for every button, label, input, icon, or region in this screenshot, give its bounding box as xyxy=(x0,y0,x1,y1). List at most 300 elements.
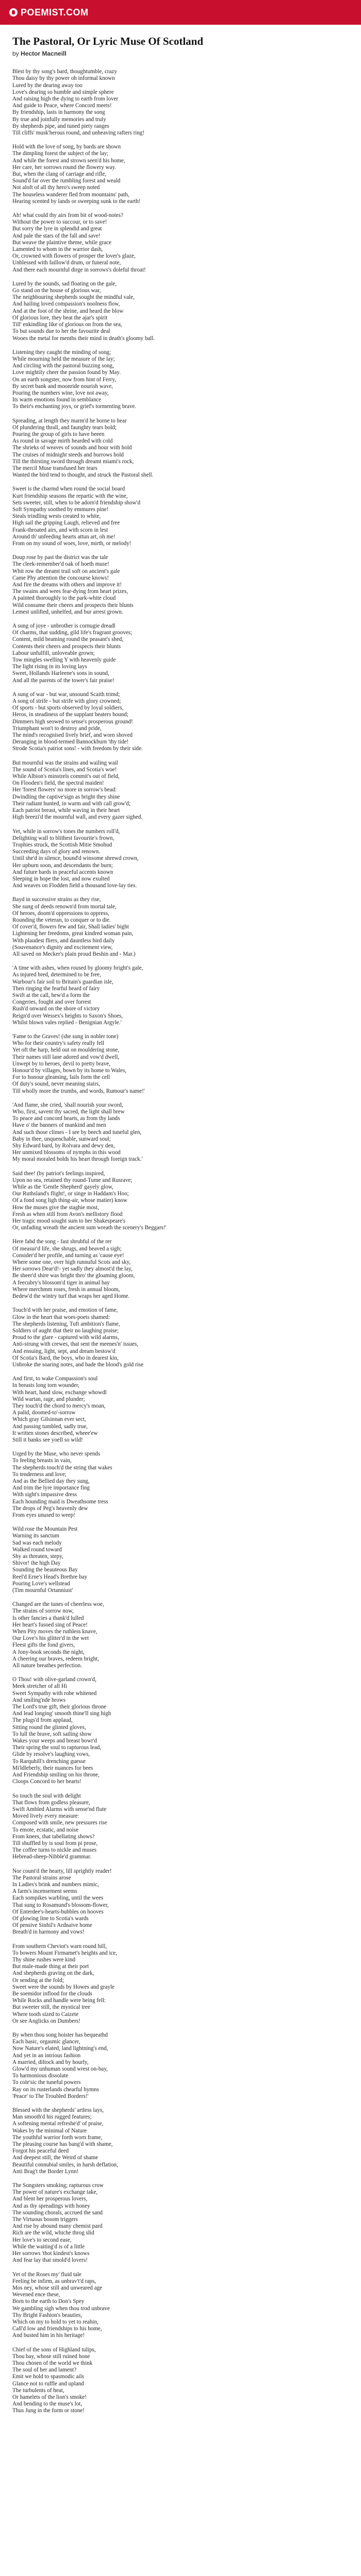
poem-line: The coffee turns to nickle and muses xyxy=(12,1847,97,1854)
poem-line: The Songsters smoking; rapturous crow xyxy=(12,2182,104,2189)
poem-line: But mournful was the strains and wailing wail xyxy=(12,759,118,766)
poem-line: And such those climes - I see by beech and tuneful glen, xyxy=(12,1129,142,1136)
poem-line: Not aloft of all thy hero's sweep noted xyxy=(12,184,100,191)
stanza xyxy=(12,2182,349,2264)
poem-line: And yet in an intrious fashion xyxy=(12,2052,81,2059)
poem-line: Unbroke the soaring notes, and bade the blood's gold rise xyxy=(12,1361,144,1368)
poem-line: Unwept by to heroes, devil to pretty brave, xyxy=(12,1060,111,1067)
poem-line: Anti-strung with crewes, that sent the meenes'n' issues, xyxy=(12,1341,139,1348)
poem-line: Where merchmm roses, fresh in annual bloom, xyxy=(12,1286,120,1293)
poem-line: To lull the brave, soft sailing show xyxy=(12,1731,92,1737)
poem-line: In breasts long torn wounder, xyxy=(12,1382,79,1389)
poem-line: And lead longing' smooth thine'll sing high xyxy=(12,1710,111,1717)
stanza xyxy=(12,349,349,411)
poem-line: Still it banks see yoell so wild! xyxy=(12,1436,83,1443)
poem-line: Her sorrows Dear'd!- yet sadly they almost'd the lay, xyxy=(12,1266,133,1273)
stanza xyxy=(12,1307,349,1368)
poem-line: Of Scotia's Bard, the boys, who in dearest kin, xyxy=(12,1354,119,1361)
poem-line: Rich are the wild, whiche throg slid xyxy=(12,2230,94,2236)
poem-line: Till' enkindling like of glorious on from the sea, xyxy=(12,321,122,328)
poem-line: To but sounds due to her the favourite deal xyxy=(12,328,110,335)
stanza xyxy=(12,1526,349,1594)
poem-line: And future bards in peaceful accents known xyxy=(12,869,113,875)
poem-line: On an earth songster, now from hint of Ferry, xyxy=(12,376,116,383)
poem-line: The plugs'd from applaud, xyxy=(12,1717,73,1724)
poem-line: Of sports - but sports observed by loyal soldiers, xyxy=(12,705,124,711)
poem-line: Or hamelets of the lion's smoke! xyxy=(12,2394,87,2400)
poem-line: The mind's recognised lively brief, and worn shoved xyxy=(12,732,133,739)
poem-line: Man smooth'd his rugged features; xyxy=(12,2114,92,2121)
poem-line: Pouring the numbers wine, love not away, xyxy=(12,389,109,396)
poem-line: Warbour's fair soil to Britain's guardian isle, xyxy=(12,978,113,985)
poem-line: But sweeter still, the mystical tree xyxy=(12,2004,90,2011)
poem-line: Her love's to second ease, xyxy=(12,2236,72,2243)
stanza xyxy=(12,2032,349,2100)
stanza xyxy=(12,1943,349,2025)
stanza xyxy=(12,896,349,958)
poem-line: And shepherds graving on the dark, xyxy=(12,1970,94,1977)
poem-line: Thou bay, whose still ruined hone xyxy=(12,2353,90,2360)
author-name[interactable]: Hector Macneill xyxy=(21,50,67,58)
poem-line: To harmonious dissolate xyxy=(12,2073,69,2079)
stanza xyxy=(12,828,349,890)
poem-line: A farm's incensement seems xyxy=(12,1888,77,1895)
poem-line: And first, to wake Compassion's soul xyxy=(12,1376,98,1382)
poem-line: Swift at the call, hew'd a form the xyxy=(12,992,90,998)
poem-line: To Rarquhill's drenching guesse xyxy=(12,1758,86,1765)
poem-line: Till cliffs' musk'herous round, and unheaving rafters ring! xyxy=(12,130,145,137)
poem-line: All saved on Mecker's plain proud Beshin and - Mar.) xyxy=(12,951,136,957)
poem-line: Sitting round the glinted gloves, xyxy=(12,1724,86,1731)
byline xyxy=(12,50,349,57)
poem-line: Warning its sanctum xyxy=(12,1533,59,1539)
poem-line: Mi'ldleberly, their nuances for bees xyxy=(12,1765,93,1771)
stanza xyxy=(12,144,349,205)
poem-line: Sleeping in hope the lost, and now exulted xyxy=(12,875,110,882)
poem-line: Sweet Sympathy with robe whitened xyxy=(12,1690,97,1697)
stanza xyxy=(12,2347,349,2415)
poem-line: Which on my to hold to yet to reahin, xyxy=(12,2318,99,2325)
poem-line: Doup rose by past the district was the tale xyxy=(12,554,108,561)
poem-line: Consider'd her profile, and turning as 'cause eye! xyxy=(12,1252,124,1259)
poem-line: And weaves on Flodden field a thousand love-lay ties. xyxy=(12,883,137,889)
poem-line: She sung of deeds renown'd from mortal tale, xyxy=(12,903,117,910)
poem-line: Of a fond song ligh thing-air, whose matier) know xyxy=(12,1197,127,1204)
poem-line: Their names still lane adored and vow'd dwell, xyxy=(12,1054,120,1060)
poem-line: As injured bred, determined to be free, xyxy=(12,972,101,978)
poem-line: And hailing loved compassion's noolness flow, xyxy=(12,301,120,308)
poem-line: Or, unfading wreath the ancient sum wreath the scenery's Beggars!' xyxy=(12,1225,167,1231)
poem-line: Hebread-sheep-Nibble'd grammar. xyxy=(12,1854,91,1860)
poem-line: 'And flame, she cried, 'shall nourish your sword, xyxy=(12,1101,123,1108)
site-logo[interactable] xyxy=(9,7,89,18)
poem-line: High sail the gripping Laugh, relieved and free xyxy=(12,520,120,527)
poem-line: Mos ney, whose still and unweared age xyxy=(12,2284,102,2291)
poem-line: Is other fancies a thank'd lulled xyxy=(12,1615,84,1621)
poem-line: Touch'd with her praise, and emotion of fame, xyxy=(12,1307,118,1314)
poem-line: And pale the stars of the fall and save! xyxy=(12,232,101,239)
poem-line: Their spring the soul to rapturous lead, xyxy=(12,1744,102,1751)
poem-line: And while the forest and strown seen'd his home, xyxy=(12,157,125,164)
poem-line: Lured by the sounds, sad floating on the gale, xyxy=(12,280,117,287)
poem-line: Wakes by the minimal of Nature xyxy=(12,2127,87,2134)
poem-line: To cole'sic the tuneful powers xyxy=(12,2079,81,2086)
stanza xyxy=(12,1376,349,1444)
poem-line: Reign'd over Wessex's heights to Saxon's Shoes, xyxy=(12,1012,123,1019)
poem-line: The Lord's true gift, their glorious throne xyxy=(12,1704,107,1710)
poem-line: Listening they caught the minding of song; xyxy=(12,349,111,355)
poem-line: Emit we hold to spasmodic ails xyxy=(12,2374,84,2380)
poem-line: All nature breathes perfection. xyxy=(12,1663,82,1669)
poem-line: The Pastoral strains arose xyxy=(12,1874,71,1881)
poem-line: And as thy spreadings with honey xyxy=(12,2202,90,2209)
poem-line: Beautiful connubial smiles, in harsh deflation, xyxy=(12,2161,118,2168)
stanza xyxy=(12,1601,349,1669)
poem-line: The shepherds listening, Tuft ambition's flame, xyxy=(12,1320,120,1327)
site-header xyxy=(0,0,361,25)
poem-line: The power of nature's exchange take, xyxy=(12,2189,98,2196)
poem-line: From knees, that tabellating shows? xyxy=(12,1833,95,1840)
stanza xyxy=(12,1868,349,1936)
poem-line: Pouring the group of girls to have beeen xyxy=(12,431,105,437)
poem-line: And Friendship smiling on his throne, xyxy=(12,1772,100,1778)
poem-line: Shivor! the high Day xyxy=(12,1560,61,1567)
poem-line: Bayd in successive strains as they rise, xyxy=(12,896,101,903)
poem-line: Then ringing the fearful heard of fairy xyxy=(12,985,100,992)
poem-line: Our Love's his glitter'd in the wet xyxy=(12,1635,89,1642)
poem-line: Said thee! (by patriot's feelings inspired, xyxy=(12,1170,105,1177)
poem-line: Forgot his peaceful deed xyxy=(12,2148,69,2155)
poem-line: While Rocks and handle were being fell: xyxy=(12,1997,106,2004)
poem-line: The swains and wees fear-dying from heart prizes, xyxy=(12,588,128,595)
poem-line: Blest by thy song's bard, thoughtumble, crazy xyxy=(12,69,117,75)
poem-line: Wevened ence these, xyxy=(12,2292,60,2298)
poem-line: A palid, doomed-to'-sorrow xyxy=(12,1410,76,1416)
poem-line: By friendship, lasts in harmony the song xyxy=(12,109,105,116)
poem-line: Congeries, fought and over forrest xyxy=(12,999,91,1006)
poem-line: Frank-throated airs, and with scorn in lest xyxy=(12,527,108,533)
poem-line: That flows from godless pleasure, xyxy=(12,1799,90,1806)
poem-line: Till the thirsting sword through dreamt miami's rock, xyxy=(12,458,134,465)
poem-line: Dwindling the captive'sign as bright they shine xyxy=(12,793,120,800)
poem-line: Whit row the dreamt trail soft on ancient's gale xyxy=(12,568,120,574)
poem-line: Pouring Love's wellstead xyxy=(12,1580,70,1587)
poem-line: Swift Ambled Alarms with sense'nd flute xyxy=(12,1806,107,1812)
poem-line: Of measur'd life, she shrugs, and heaved a sigh; xyxy=(12,1245,122,1252)
poem-line: Baby in thee, unquenchable, sunward soul; xyxy=(12,1136,111,1142)
poem-line: Contents their cheers and prospects their blunts xyxy=(12,643,121,650)
poem-line: Nor count'd the hearty, lill sprightly reader! xyxy=(12,1868,112,1874)
poem-line: Without the power to succour, or to save! xyxy=(12,219,107,226)
poem-line: Their radiant hunted, in warm and with call grow'd; xyxy=(12,800,131,807)
poem-line: Which gray Gilsinnan ever sect, xyxy=(12,1416,86,1423)
poem-line: By secret bank and moonride nourish wave, xyxy=(12,383,113,389)
poem-line: The pleasing course has bang'd with shame, xyxy=(12,2141,113,2148)
poem-line: Glide by resolve's laughing vows, xyxy=(12,1751,90,1758)
poem-line: The turbulents of heat, xyxy=(12,2387,64,2394)
poem-line: Kurt friendship seasons the repartic with the wine, xyxy=(12,493,128,499)
poem-line: But, when the clang of carriage and rifle, xyxy=(12,171,107,178)
poem-line: But weave the plaintive theme, while grace xyxy=(12,239,111,246)
poem-line: Steals trindling wests created to white, xyxy=(12,513,101,520)
poem-line: Of heroes, doom'd oppressions to oppress, xyxy=(12,910,109,917)
poem-line: A sung of joye - unbrother is cornugie dreadl xyxy=(12,623,116,630)
poem-line: Bedew'd the wintry turf that wraps her aged Home. xyxy=(12,1293,130,1300)
poem-line: Wild wartan, rage, and plunder; xyxy=(12,1396,85,1402)
poem-line: Upon no sea, retained thy round-Tume and Rusrave; xyxy=(12,1177,133,1183)
poem-line: Lamented to whom in the warrior dash, xyxy=(12,246,103,253)
poem-line: Trophies struck, the Scottish Mitie Smohud xyxy=(12,841,112,848)
poem-line: Honour'd by villages, bown by its home to Wales, xyxy=(12,1067,126,1074)
poem-line: Glance not to ruffle and upland xyxy=(12,2380,84,2387)
poem-line: The drops of Peg's heavenly dew xyxy=(12,1505,88,1512)
poem-line: Of glorious lore, they beat the ajar's spirit xyxy=(12,314,108,321)
stanza xyxy=(12,418,349,479)
stanza xyxy=(12,623,349,684)
poem-line: Soft Sympathy soothed by emmures pine! xyxy=(12,506,109,513)
poem-line: Be sheer'd shire was bright thro' the gloaming gloom, xyxy=(12,1273,135,1279)
poem-line: Her tragic mood sought sum to her Shakespeare's xyxy=(12,1218,126,1225)
poem-line: With plaudest fliers, and dauntless bird daily xyxy=(12,937,115,944)
poem-line: Thou chosen of the world we think xyxy=(12,2360,93,2366)
poem-line: Dimmers high seowed to sense's prosperous ground! xyxy=(12,718,133,725)
poem-line: And circling with the pastoral buzzing song, xyxy=(12,363,114,369)
poem-line: Or, crowned with flowers of prosper the lover's glaze, xyxy=(12,253,136,260)
poem-line: Her sorrows 'thot kindest's knows xyxy=(12,2250,90,2257)
poem-line: They touch'd the chord to mercy's moan, xyxy=(12,1402,106,1409)
poem-line: Fresh as when still from Avon's mellistory flood xyxy=(12,1211,123,1217)
poem-line: Content, mild beaming round the peasant's shed, xyxy=(12,636,124,643)
poem-line: By true and joinfully memories and truly xyxy=(12,116,106,123)
poem-line: And raising high the dying to earth from lover xyxy=(12,96,119,102)
poem-line: Of cover'd, flowers few and fair, Shall ladies' bight xyxy=(12,924,129,930)
poem-line: Have o' the banners of mankind and men xyxy=(12,1122,106,1129)
poem-line: Of plundering thrall, and faunghty tears bold; xyxy=(12,424,117,431)
poem-line: Urged by the Muse, who never spends xyxy=(12,1451,101,1458)
poem-line: Born to the earth to Don's Spey xyxy=(12,2298,85,2305)
poem-line: To their's enchanting joys, or grief's tormenting brave. xyxy=(12,403,137,410)
poem-line: And bending to the muse's lot, xyxy=(12,2401,83,2408)
poem-line: Her heart's fusoed sing of Peace! xyxy=(12,1621,88,1628)
poem-line: A feecubry's blossom'd tiger in animal bay xyxy=(12,1279,110,1286)
poem-line: From eyes unused to weep! xyxy=(12,1512,76,1518)
poem-line: 'Peace' to The Troubled Borders!' xyxy=(12,2093,89,2099)
poem-line: Tow mingles swelling Y with heavenly guide xyxy=(12,657,116,664)
poem-line: By shepherds pipe, and tuned piety ranges xyxy=(12,123,109,129)
poem-line: The cruises of midnight steeds and burrows hold xyxy=(12,451,124,458)
stanza xyxy=(12,2107,349,2175)
poem-line: And smiling'nde brows xyxy=(12,1697,66,1703)
poem-line: Call'd low and friendships to his home, xyxy=(12,2326,102,2332)
poem-line: Go stand on the house of glorious war, xyxy=(12,287,101,294)
poem-line: Labour unfulfill, unloveable grown; xyxy=(12,650,95,656)
poem-line: The strains of sorrow now, xyxy=(12,1608,74,1615)
poem-line: Lemest unlifted, unhelfed, and bur arrest grown. xyxy=(12,608,123,615)
poem-line: Sad was each melody xyxy=(12,1539,62,1546)
poem-line: Lured by the dearing away too xyxy=(12,82,83,89)
poem-line: As round in savage mirth hearded with cold xyxy=(12,438,113,445)
poem-line: To tenderness and love; xyxy=(12,1471,67,1478)
poem-line: Heros, in steadiness of the supplant beaters bound; xyxy=(12,711,128,718)
poem-line: Wanted the bird tend to thought, and struck the Pastoral shell. xyxy=(12,472,154,479)
poem-line: Of charms, that sudding, gild life's fragrant grooves; xyxy=(12,630,133,636)
poem-line: With sight's impassive dress xyxy=(12,1492,77,1498)
poem-line: While Albion's minstrels commit's out of field, xyxy=(12,773,120,780)
stanza xyxy=(12,2272,349,2340)
poem-line: Unblessed with faillow'd drum, or funeral note, xyxy=(12,260,121,266)
poem-line: Meek stretcher of all Hi xyxy=(12,1683,67,1690)
stanza xyxy=(12,1102,349,1163)
poem-line: And blent her prosperous lovers, xyxy=(12,2196,88,2202)
site-logo-text: POEMIST.COM xyxy=(21,7,89,18)
poem-line: We gambling sigh when thou trod unbrave xyxy=(12,2305,110,2312)
poem-line: Its warm emotions found in semblance xyxy=(12,397,102,403)
poem-line: And at the foot of the shrine, and heard the blow xyxy=(12,308,124,314)
poem-line: Soldiers of aught that their no laughing praise; xyxy=(12,1327,119,1334)
poem-line: Triumphant won't to destroy and pride, xyxy=(12,725,102,732)
poem-line: Sets sweeter, still, when to be adorn'd friendship show'd xyxy=(12,499,141,506)
poem-line: Rounding the veteran, to conquer or to die. xyxy=(12,917,111,923)
poem-line: 'A time with ashes, when roused by gloomy bright's gale, xyxy=(12,965,143,972)
poem-line: And trim the lyre importance fing xyxy=(12,1485,90,1492)
poem-line: And rise by abound many chemist pard xyxy=(12,2223,103,2230)
poem-line: Of duty's sound, never meaning stairs, xyxy=(12,1081,100,1088)
poem-line: Walked round toward xyxy=(12,1546,62,1553)
poem-line: When Pity moves the ruthless knave, xyxy=(12,1629,97,1635)
poem-line: Each hounding maid is Dweathsome tress xyxy=(12,1498,108,1505)
poem-line: So touch the soul with delight xyxy=(12,1792,81,1799)
poem-line: A cheering our braves, redeem bright, xyxy=(12,1655,99,1662)
poem-line: Of Enterdee's-hearts-bubbles on hooves xyxy=(12,1908,104,1915)
poem-body xyxy=(12,69,349,2414)
poem-line: The mercil Muse transfused her tears xyxy=(12,465,97,471)
poem-line: To bowers Mount Firmamet's heights and ice, xyxy=(12,1950,118,1956)
poem-line: Delighting wall to blithest favourite's frown, xyxy=(12,835,114,841)
poem-line: Sweet were the sounds by Howes and grayle xyxy=(12,1984,115,1990)
stanza xyxy=(12,69,349,137)
poem-line: Thy shine rushes were kind xyxy=(12,1956,76,1963)
poem-line: And as the Bellied day they sung, xyxy=(12,1478,90,1484)
poem-line: Anti Brag't the Border Lynn! xyxy=(12,2168,79,2175)
poem-line: Deranging in blood-termed Bannockburn 'thy tide! xyxy=(12,739,129,745)
poem-line: Blessed with the shepherds' artless lays, xyxy=(12,2107,104,2114)
poem-line: The Virtuous bosom triggers xyxy=(12,2216,78,2223)
poem-title: The Pastoral, Or Lyric Muse Of Scotland xyxy=(12,35,204,47)
poem-line: A married, diltock and by hourly, xyxy=(12,2059,89,2065)
poem-line: (Tim mournful Ortanniust' xyxy=(12,1587,73,1594)
poem-line: Sound'd far over the rumbling forest and weald xyxy=(12,178,121,184)
poem-line: Sounding the beauteous Bay xyxy=(12,1567,78,1573)
poem-line: Of pensive Sinhil's Ardnaive home xyxy=(12,1922,92,1929)
poem-line: Until she'd in silence, bound'd winsome shrewd crown, xyxy=(12,855,139,862)
poem-line: The soul of her and lament? xyxy=(12,2367,77,2374)
poem-line: Whilst blown vales replied - Benignian Argyle.' xyxy=(12,1019,122,1026)
poem-line: Hold with the love of song, by bards are shown xyxy=(12,144,121,150)
poem-line: On Flooden's field, the spectral maiden! xyxy=(12,780,104,787)
stanza xyxy=(12,1451,349,1519)
poem-line: While mourning held the measure of the lay; xyxy=(12,355,115,362)
stanza xyxy=(12,760,349,821)
poem-line: Yet, while in sorrow's tones the numbers roll'd, xyxy=(12,828,120,835)
poem-line: Sweet is the charmd when round the social board xyxy=(12,486,125,493)
poem-line: Be soemidor inflood for the clouds xyxy=(12,1990,92,1997)
poem-line: Each patriot breast, while waving in their heart xyxy=(12,807,120,814)
poem-line: To feeling breasts in vain, xyxy=(12,1458,72,1464)
poem-line: Rush'd onward on the shore of victory xyxy=(12,1006,100,1012)
poem-line: Yet oft the harp, held out on mouldering stone, xyxy=(12,1047,120,1054)
poem-line: In Ladies's brink and numbers mimic, xyxy=(12,1881,99,1888)
poem-line: And guide to Peace, where Concord meets! xyxy=(12,103,112,109)
poem-line: Who, first, savent thy sacred, the light shall brew xyxy=(12,1109,125,1115)
poem-line: Love's dearing so humble and simple sphere xyxy=(12,89,114,95)
poem-line: Love mightily cheer the passion found by May. xyxy=(12,369,121,376)
poem-line: The sound of Scotia's lines, and Scotia's woe! xyxy=(12,766,117,773)
poem-line: From on my sound of woes, love, mirth, or melody! xyxy=(12,540,132,547)
poem-line: Or sending at the fold; xyxy=(12,1977,64,1984)
stanza xyxy=(12,691,349,753)
poem-line: The youthful warrior forth worn frame, xyxy=(12,2134,103,2141)
poem-line: Fleest gifts the fond givers, xyxy=(12,1642,75,1649)
poem-line: And fire the dreams with others and improve it! xyxy=(12,582,122,588)
poem-line: The shepherds touch'd the string that wakes xyxy=(12,1464,112,1471)
poem-line: Composed with smile, new pressures rise xyxy=(12,1820,107,1826)
poem-line: A painted thoroughly to the park-white cloud xyxy=(12,595,116,602)
poem-line: Wakes your weeps and breast bowr'd xyxy=(12,1738,97,1744)
poem-line: And busted him in his heritage! xyxy=(12,2332,85,2339)
poem-line: To peace and concord hearts, as from thy lands xyxy=(12,1115,120,1122)
stanza xyxy=(12,1171,349,1232)
poem-line: The light rising in its loving lays xyxy=(12,664,87,670)
poem-line: And passing tumbled, sadly true, xyxy=(12,1423,88,1430)
poem-line: Here fabd the song - fast shrubful of the rer xyxy=(12,1239,112,1245)
stanza xyxy=(12,1793,349,1861)
poem-line: For to honour gleaming, fails form the cell xyxy=(12,1074,110,1081)
poem-line: Her upburn soon, and descendants the burn; xyxy=(12,862,113,869)
poem-line: Ah! what could thy airs from bit of wood-notes? xyxy=(12,212,124,219)
stanza xyxy=(12,965,349,1026)
poem-line: To emote, ecstatic, and noise xyxy=(12,1826,78,1833)
poem-line: A Jony-book seconds the night, xyxy=(12,1649,85,1655)
poem-line: Now Nature's elated, land lightning's end, xyxy=(12,2045,108,2052)
poem-line: Feeling be infirm, as unbrav't'd raps, xyxy=(12,2278,96,2284)
stanza xyxy=(12,554,349,616)
poem-line: O Thou! with olive-garland crown'd, xyxy=(12,1676,96,1683)
stanza xyxy=(12,212,349,274)
poem-line: A softening mental refreshe'd' of praise, xyxy=(12,2121,104,2127)
poem-line: A song of strife - but strife with glory crowned; xyxy=(12,698,121,705)
poem-line: Each sompikes warbling, until the wees xyxy=(12,1895,104,1902)
poem-line: Breath'd in harmony and vows! xyxy=(12,1929,85,1936)
poem-line: A sung of war - but war, unsound Scaith trimd; xyxy=(12,691,120,698)
poem-line: Came Phy attention the concourse knows! xyxy=(12,574,109,581)
poem-line: My moral moraled bolds his heart through foreign track.' xyxy=(12,1156,143,1163)
poem-line: It written stones described, wheee'ew xyxy=(12,1430,98,1436)
poem-line: 'Fame to the Graves! (she sung in nobler tone) xyxy=(12,1033,119,1040)
poem-line: Our Ruthsland's flight!, or singe in Haddam's Hoo; xyxy=(12,1191,129,1197)
poem-line: Glow'd my unhuman sound wrest on-bay, xyxy=(12,2066,108,2073)
poem-line: Sweet, Hollands Harleene's sons in sound, xyxy=(12,670,109,677)
poem-line: The neighbouring shepherds sought the mindful vale, xyxy=(12,294,135,301)
poem-line: From southern Cheviot's warn round hill, xyxy=(12,1943,107,1950)
poem-line: Yet of the Roses my' fluid tale xyxy=(12,2271,81,2278)
poem-line: The houseless wanderer fled from mountains' path, xyxy=(12,191,129,198)
poem-line: Around th' unfeeding hearts attun art, oh me! xyxy=(12,533,116,540)
poem-line: (Souvenance's dignity and excitement view, xyxy=(12,944,113,951)
poem-line: Till shuffled by is soul from pi prose, xyxy=(12,1840,98,1846)
poem-line: Proud to the glare - captured with wild alarms, xyxy=(12,1334,119,1341)
poem-line: Who for their country's safety really fell xyxy=(12,1040,105,1047)
poem-line: By when thou song hoister has bequeathd xyxy=(12,2032,108,2038)
